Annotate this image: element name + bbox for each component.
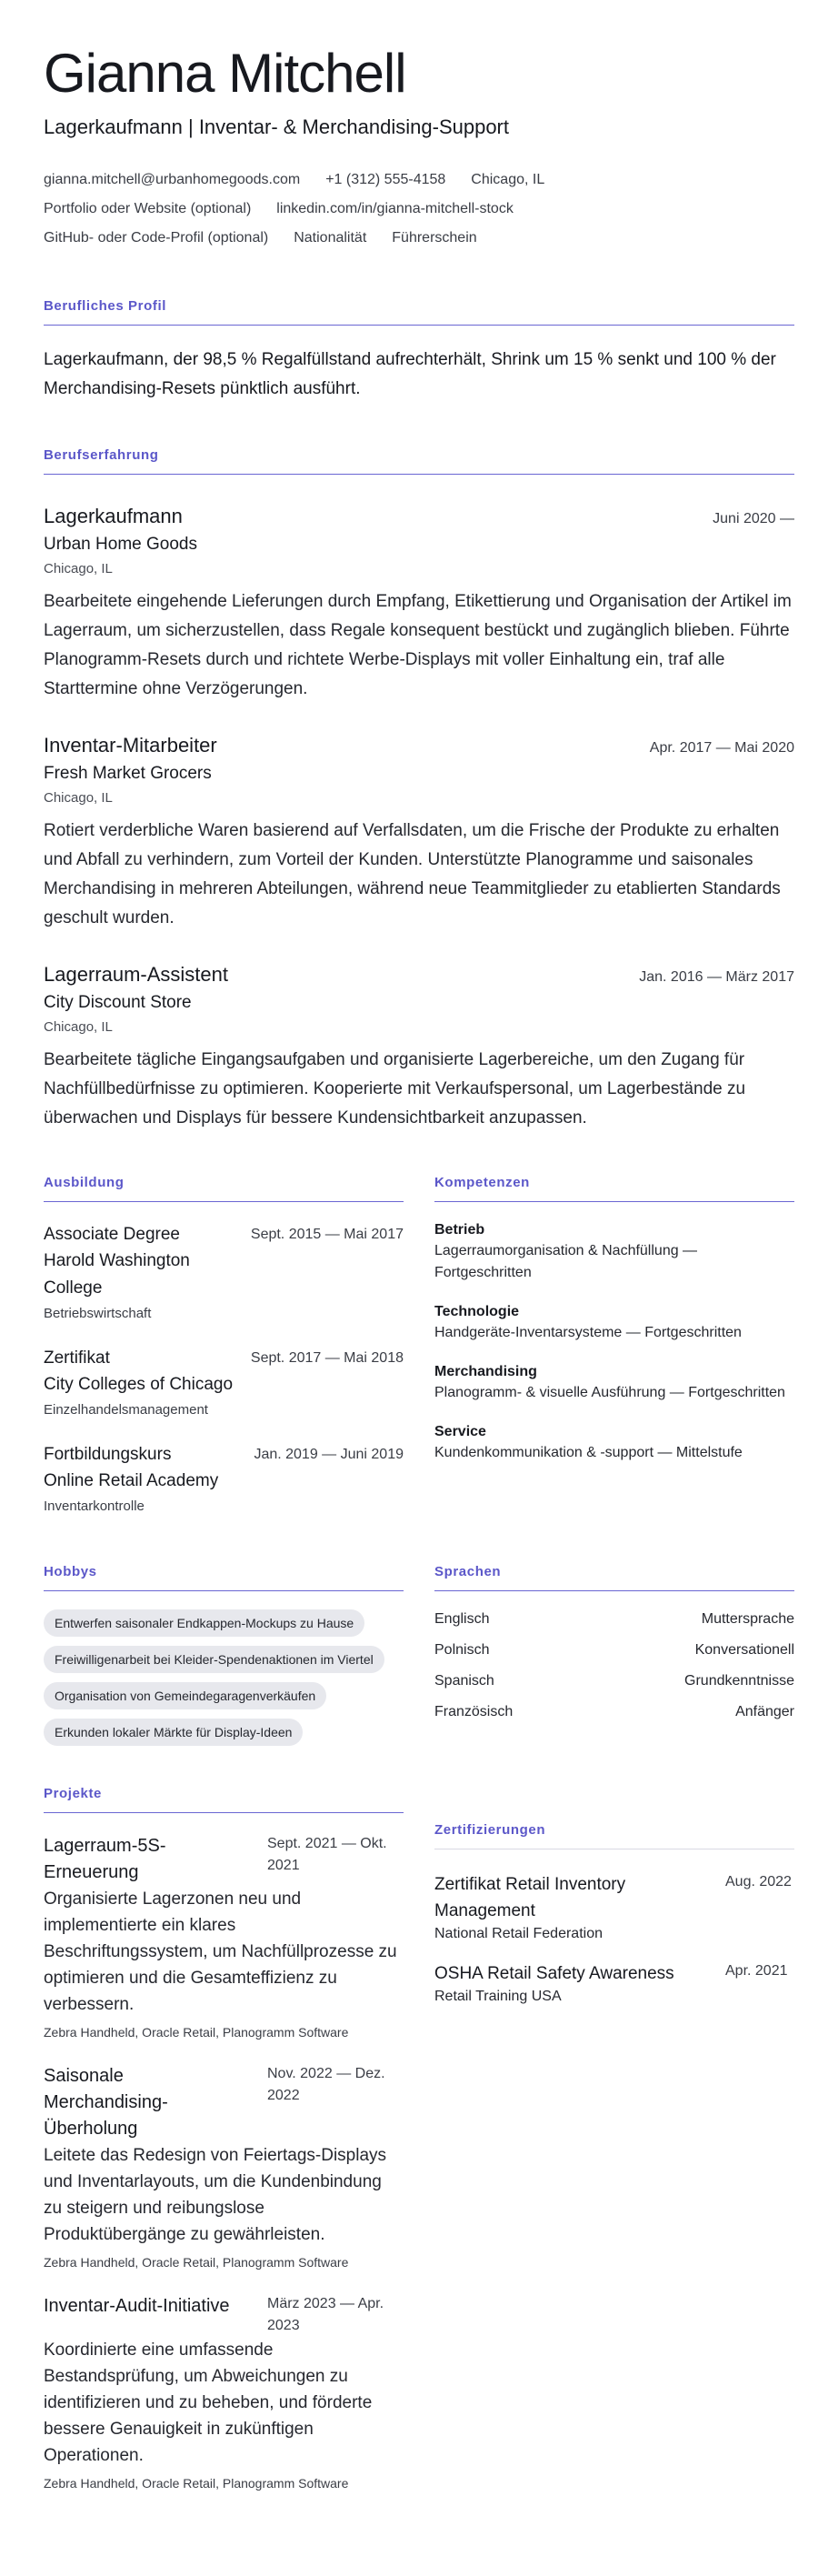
email-link[interactable]: gianna.mitchell@urbanhomegoods.com — [44, 172, 301, 187]
language-name: Französisch — [434, 1704, 514, 1719]
linkedin-link[interactable]: linkedin.com/in/gianna-mitchell-stock — [276, 201, 514, 216]
language-name: Polnisch — [434, 1642, 490, 1658]
projects-certifications-row — [44, 1786, 794, 2494]
job-entry — [44, 960, 794, 1133]
certification-entry — [434, 1960, 794, 2007]
education-skills-row — [44, 1175, 794, 1519]
education-school: Harold Washington College — [44, 1251, 190, 1298]
person-name: Gianna Mitchell — [44, 43, 406, 104]
hobby-chip: Entwerfen saisonaler Endkappen-Mockups zu Hause — [44, 1609, 364, 1637]
project-tools: Zebra Handheld, Oracle Retail, Planogramm Software — [44, 2025, 349, 2040]
skill-category: Technologie — [434, 1304, 520, 1319]
drivers-license: Führerschein — [392, 230, 477, 246]
profile-section — [44, 298, 794, 404]
language-name: Spanisch — [434, 1673, 494, 1689]
project-entry — [44, 2293, 404, 2494]
job-company: Urban Home Goods — [44, 535, 197, 554]
language-level: Anfänger — [735, 1704, 794, 1719]
skill-category: Service — [434, 1424, 486, 1439]
job-company: City Discount Store — [44, 993, 192, 1012]
project-tools: Zebra Handheld, Oracle Retail, Planogramm Software — [44, 2476, 349, 2491]
skill-entry — [434, 1220, 794, 1284]
language-entry — [434, 1635, 794, 1666]
skill-category: Betrieb — [434, 1222, 485, 1238]
job-description: Rotiert verderbliche Waren basierend auf Verfallsdaten, um die Frische der Produkte zu erhalten und Abfall zu verhindern, zum Vorteil der Kunden. Unterstützte Planogramme und saisonales Merchandising in mehreren Abteilungen, während neue Teammitglieder zu etablierten Standards geschult wurden. — [44, 821, 781, 927]
certification-name: OSHA Retail Safety Awareness — [434, 1964, 674, 1983]
job-location: Chicago, IL — [44, 790, 113, 806]
job-description: Bearbeitete tägliche Eingangsaufgaben und organisierte Lagerbereiche, um den Zugang für Nachfüllbedürfnisse zu optimieren. Kooperierte mit Verkaufspersonal, um Lagerbestände zu überwachen und Displays für bessere Kundensichtbarkeit anzupassen. — [44, 1050, 746, 1128]
person-headline: Lagerkaufmann | Inventar- & Merchandising-Support — [44, 115, 509, 138]
language-entry — [434, 1666, 794, 1697]
education-entry — [44, 1442, 404, 1519]
skill-entry — [434, 1422, 794, 1464]
education-degree: Zertifikat — [44, 1348, 110, 1368]
education-field: Betriebswirtschaft — [44, 1306, 152, 1321]
education-field: Einzelhandelsmanagement — [44, 1402, 208, 1418]
github-link[interactable]: GitHub- oder Code-Profil (optional) — [44, 230, 269, 246]
project-tools: Zebra Handheld, Oracle Retail, Planogramm Software — [44, 2255, 349, 2270]
skill-entry — [434, 1362, 794, 1404]
job-dates: Apr. 2017 — Mai 2020 — [649, 740, 794, 756]
language-level: Muttersprache — [701, 1611, 794, 1627]
contact-row-3 — [44, 224, 794, 253]
education-degree: Associate Degree — [44, 1225, 180, 1244]
hobbies-section — [44, 1564, 404, 1746]
experience-section — [44, 447, 794, 1133]
job-dates: Jan. 2016 — März 2017 — [639, 969, 794, 985]
skill-detail: Planogramm- & visuelle Ausführung — Fortgeschritten — [434, 1385, 785, 1400]
education-section — [44, 1175, 404, 1519]
job-location: Chicago, IL — [44, 1019, 113, 1035]
skills-section — [434, 1175, 794, 1519]
projects-heading: Projekte — [44, 1786, 404, 1813]
contact-info — [44, 165, 794, 253]
job-location: Chicago, IL — [44, 561, 113, 576]
location: Chicago, IL — [471, 172, 545, 187]
hobby-chip: Freiwilligenarbeit bei Kleider-Spendenaktionen im Viertel — [44, 1646, 384, 1673]
profile-summary: Lagerkaufmann, der 98,5 % Regalfüllstand aufrechterhält, Shrink um 15 % senkt und 100 % der Merchandising-Resets pünktlich ausführt. — [44, 350, 776, 398]
job-entry — [44, 502, 794, 704]
portfolio-link[interactable]: Portfolio oder Website (optional) — [44, 201, 252, 216]
education-school: Online Retail Academy — [44, 1471, 219, 1490]
project-entry — [44, 1833, 404, 2043]
project-entry — [44, 2063, 404, 2273]
project-title: Lagerraum-5S-Erneuerung — [44, 1836, 166, 1882]
language-list — [434, 1604, 794, 1728]
project-dates: Sept. 2021 — Okt. 2021 — [267, 1836, 387, 1873]
hobby-chip: Erkunden lokaler Märkte für Display-Ideen — [44, 1719, 303, 1746]
certification-issuer: National Retail Federation — [434, 1926, 603, 1941]
skill-detail: Handgeräte-Inventarsysteme — Fortgeschritten — [434, 1325, 742, 1340]
profile-heading: Berufliches Profil — [44, 298, 794, 326]
job-title: Lagerraum-Assistent — [44, 963, 228, 986]
skills-heading: Kompetenzen — [434, 1175, 794, 1202]
certification-date: Aug. 2022 — [725, 1874, 792, 1889]
language-entry — [434, 1697, 794, 1728]
project-dates: März 2023 — Apr. 2023 — [267, 2296, 384, 2333]
skill-detail: Kundenkommunikation & -support — Mittelstufe — [434, 1445, 743, 1460]
education-dates: Sept. 2015 — Mai 2017 — [250, 1227, 404, 1242]
job-title: Inventar-Mitarbeiter — [44, 734, 217, 757]
language-level: Konversationell — [694, 1642, 794, 1658]
skill-category: Merchandising — [434, 1364, 537, 1379]
education-entry — [44, 1346, 404, 1422]
education-dates: Jan. 2019 — Juni 2019 — [254, 1447, 404, 1462]
languages-section — [434, 1564, 794, 1746]
projects-section — [44, 1786, 404, 2494]
education-dates: Sept. 2017 — Mai 2018 — [250, 1350, 404, 1366]
job-dates: Juni 2020 — — [713, 511, 794, 526]
job-title: Lagerkaufmann — [44, 505, 183, 527]
job-company: Fresh Market Grocers — [44, 764, 212, 783]
education-school: City Colleges of Chicago — [44, 1375, 234, 1394]
language-level: Grundkenntnisse — [684, 1673, 794, 1689]
language-entry — [434, 1604, 794, 1635]
education-degree: Fortbildungskurs — [44, 1445, 172, 1464]
hobbies-heading: Hobbys — [44, 1564, 404, 1591]
job-entry — [44, 731, 794, 933]
project-description: Organisierte Lagerzonen neu und implementierte ein klares Beschriftungssystem, um Nachfüllprozesse zu optimieren und die Gesamteffizienz zu verbessern. — [44, 1889, 397, 2014]
certification-name: Zertifikat Retail Inventory Management — [434, 1875, 626, 1920]
education-field: Inventarkontrolle — [44, 1498, 145, 1514]
languages-heading: Sprachen — [434, 1564, 794, 1591]
skill-entry — [434, 1302, 794, 1344]
certification-issuer: Retail Training USA — [434, 1989, 562, 2004]
hobby-list — [44, 1609, 404, 1746]
project-dates: Nov. 2022 — Dez. 2022 — [267, 2066, 385, 2103]
contact-row-1 — [44, 165, 794, 195]
certification-entry — [434, 1871, 794, 1944]
phone-number[interactable]: +1 (312) 555-4158 — [325, 172, 446, 187]
project-title: Inventar-Audit-Initiative — [44, 2296, 230, 2316]
certifications-heading: Zertifizierungen — [434, 1822, 794, 1849]
education-heading: Ausbildung — [44, 1175, 404, 1202]
contact-row-2 — [44, 195, 794, 224]
language-name: Englisch — [434, 1611, 490, 1627]
project-description: Leitete das Redesign von Feiertags-Displays und Inventarlayouts, um die Kundenbindung zu steigern und reibungslose Produktübergänge zu gewährleisten. — [44, 2146, 387, 2244]
hobby-chip: Organisation von Gemeindegaragenverkäufen — [44, 1682, 326, 1709]
certifications-section — [434, 1786, 794, 2494]
job-description: Bearbeitete eingehende Lieferungen durch Empfang, Etikettierung und Organisation der Artikel im Lagerraum, um sicherzustellen, dass Regale konsequent bestückt und zugänglich blieben. Führte Planogramm-Resets durch und richtete Werbe-Displays mit voller Einhaltung ein, traf alle Starttermine ohne Verzögerungen. — [44, 592, 792, 698]
resume-header — [44, 42, 794, 142]
nationality: Nationalität — [294, 230, 367, 246]
hobbies-languages-row — [44, 1564, 794, 1746]
project-title: Saisonale Merchandising-Überholung — [44, 2066, 168, 2139]
experience-heading: Berufserfahrung — [44, 447, 794, 475]
project-description: Koordinierte eine umfassende Bestandsprüfung, um Abweichungen zu identifizieren und zu beheben, und förderte bessere Genauigkeit in zukünftigen Operationen. — [44, 2340, 373, 2465]
certification-date: Apr. 2021 — [725, 1963, 788, 1979]
education-entry — [44, 1222, 404, 1326]
skill-detail: Lagerraumorganisation & Nachfüllung — Fortgeschritten — [434, 1243, 698, 1280]
